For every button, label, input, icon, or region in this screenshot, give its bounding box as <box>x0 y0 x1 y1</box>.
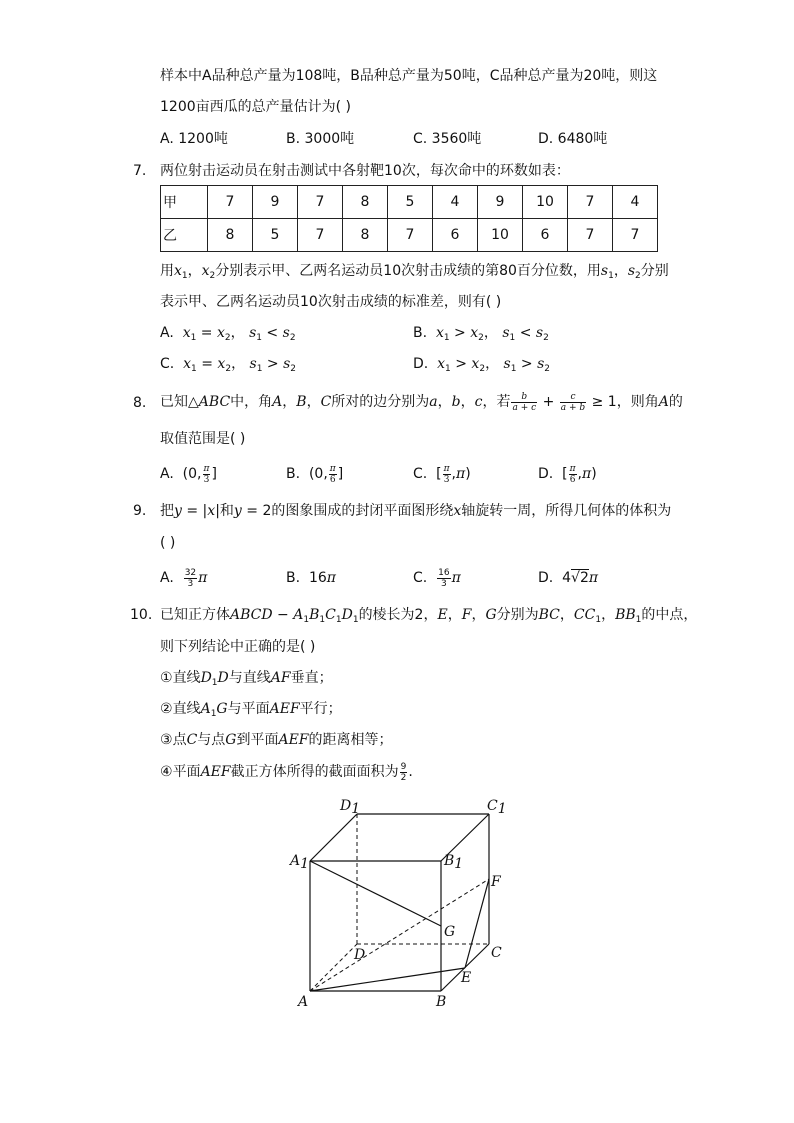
q6-option-b[interactable]: B. 3000吨 <box>286 131 355 147</box>
q8-option-d[interactable]: D. [ $\frac{\pi}{6}$ ,π) <box>538 463 597 485</box>
table-cell: 5 <box>388 186 433 219</box>
hidden-edge-ad <box>310 944 357 991</box>
table-cell: 7 <box>208 186 253 219</box>
segment-ef <box>465 879 489 968</box>
table-cell: 7 <box>388 219 433 252</box>
q7-desc-line1: 用$x_1$，$x_2$分别表示甲、乙两名运动员10次射击成绩的第80百分位数，用$s_1$，$s_2$分别 <box>160 263 669 281</box>
label-e: E <box>461 970 472 986</box>
label-d1: D1 <box>340 798 361 817</box>
table-cell: 7 <box>298 186 343 219</box>
q9-option-b[interactable]: B. 16π <box>286 570 336 586</box>
label-b: B <box>436 994 447 1010</box>
table-cell: 8 <box>343 186 388 219</box>
q8-number: 8. <box>133 395 147 411</box>
table-cell: 6 <box>523 219 568 252</box>
q9-stem-line1: 把y = |x|和y = 2的图象围成的封闭平面图形绕x轴旋转一周，所得几何体的体积为 <box>160 503 672 519</box>
q9-option-c[interactable]: C. $\frac{16}{3}$ π <box>413 567 461 589</box>
table-cell: 7 <box>568 219 613 252</box>
q9-option-d[interactable]: D. 4√2π <box>538 570 599 586</box>
row-label-jia: 甲 <box>161 186 208 219</box>
q10-stem-line2: 则下列结论中正确的是( ) <box>160 639 316 655</box>
q9-option-a[interactable]: A. $\frac{32}{3}$ π <box>160 567 208 589</box>
score-table <box>160 185 658 252</box>
q7-option-d[interactable]: D. $x_1 > x_2$， $s_1 > s_2$ <box>413 356 550 374</box>
q6-stem-line1: 样本中A品种总产量为108吨，B品种总产量为50吨，C品种总产量为20吨，则这 <box>160 68 658 84</box>
table-row-yi <box>161 219 658 252</box>
label-a: A <box>298 994 309 1010</box>
table-cell: 9 <box>253 186 298 219</box>
label-c1: C1 <box>487 798 507 817</box>
table-cell: 6 <box>433 219 478 252</box>
q8-stem-line2: 取值范围是( ) <box>160 431 246 447</box>
q7-stem: 两位射击运动员在射击测试中各射靶10次，每次命中的环数如表： <box>160 163 570 179</box>
q10-statement-4: ④平面AEF截正方体所得的截面面积为 $\frac{9}{2}$ . <box>160 761 413 783</box>
table-cell: 7 <box>568 186 613 219</box>
q7-option-a[interactable]: A. $x_1 = x_2$， $s_1 < s_2$ <box>160 325 296 343</box>
label-c: C <box>491 945 502 961</box>
table-cell: 8 <box>208 219 253 252</box>
label-a1: A1 <box>290 853 310 872</box>
q6-option-d[interactable]: D. 6480吨 <box>538 131 608 147</box>
table-cell: 4 <box>433 186 478 219</box>
q10-statement-3: ③点C与点G到平面AEF的距离相等； <box>160 732 393 748</box>
q9-number: 9. <box>133 503 147 519</box>
q10-number: 10. <box>130 607 153 623</box>
q8-option-a[interactable]: A. (0, $\frac{\pi}{3}$ ] <box>160 463 217 485</box>
label-b1: B1 <box>444 853 464 872</box>
label-f: F <box>491 874 501 890</box>
q10-statement-2: ②直线$A_1G$与平面AEF平行； <box>160 701 342 719</box>
table-cell: 10 <box>523 186 568 219</box>
table-cell: 8 <box>343 219 388 252</box>
q8-option-b[interactable]: B. (0, $\frac{\pi}{6}$ ] <box>286 463 344 485</box>
table-cell: 7 <box>613 219 658 252</box>
segment-ae <box>310 968 465 991</box>
label-d: D <box>354 947 366 963</box>
cube-figure <box>280 792 520 1017</box>
q7-number: 7. <box>133 163 147 179</box>
table-cell: 7 <box>298 219 343 252</box>
q8-option-c[interactable]: C. [ $\frac{\pi}{3}$ ,π) <box>413 463 471 485</box>
q6-option-a[interactable]: A. 1200吨 <box>160 131 228 147</box>
q10-stem-line1: 已知正方体ABCD − $A_1B_1C_1D_1$的棱长为2，E，F，G分别为BC，$CC_1$，$BB_1$的中点， <box>160 607 698 625</box>
q7-option-c[interactable]: C. $x_1 = x_2$， $s_1 > s_2$ <box>160 356 296 374</box>
segment-a1g <box>310 861 441 926</box>
table-cell: 10 <box>478 219 523 252</box>
q7-desc-line2: 表示甲、乙两名运动员10次射击成绩的标准差，则有( ) <box>160 294 502 310</box>
q6-stem-line2: 1200亩西瓜的总产量估计为( ) <box>160 99 352 115</box>
edge-a1d1 <box>310 814 357 861</box>
q7-option-b[interactable]: B. $x_1 > x_2$， $s_1 < s_2$ <box>413 325 549 343</box>
label-g: G <box>444 924 456 940</box>
row-label-yi: 乙 <box>161 219 208 252</box>
table-row-jia <box>161 186 658 219</box>
table-cell: 4 <box>613 186 658 219</box>
q10-statement-1: ①直线$D_1D$与直线AF垂直； <box>160 670 333 688</box>
q8-stem-line1: 已知△ABC中，角A，B，C所对的边分别为a，b，c，若 $\frac{b}{a + c}$ + $\frac{c}{a + b}$ ≥ 1，则角A的 <box>160 391 683 413</box>
table-cell: 5 <box>253 219 298 252</box>
q9-stem-line2: ( ) <box>160 535 176 551</box>
table-cell: 9 <box>478 186 523 219</box>
q6-option-c[interactable]: C. 3560吨 <box>413 131 482 147</box>
